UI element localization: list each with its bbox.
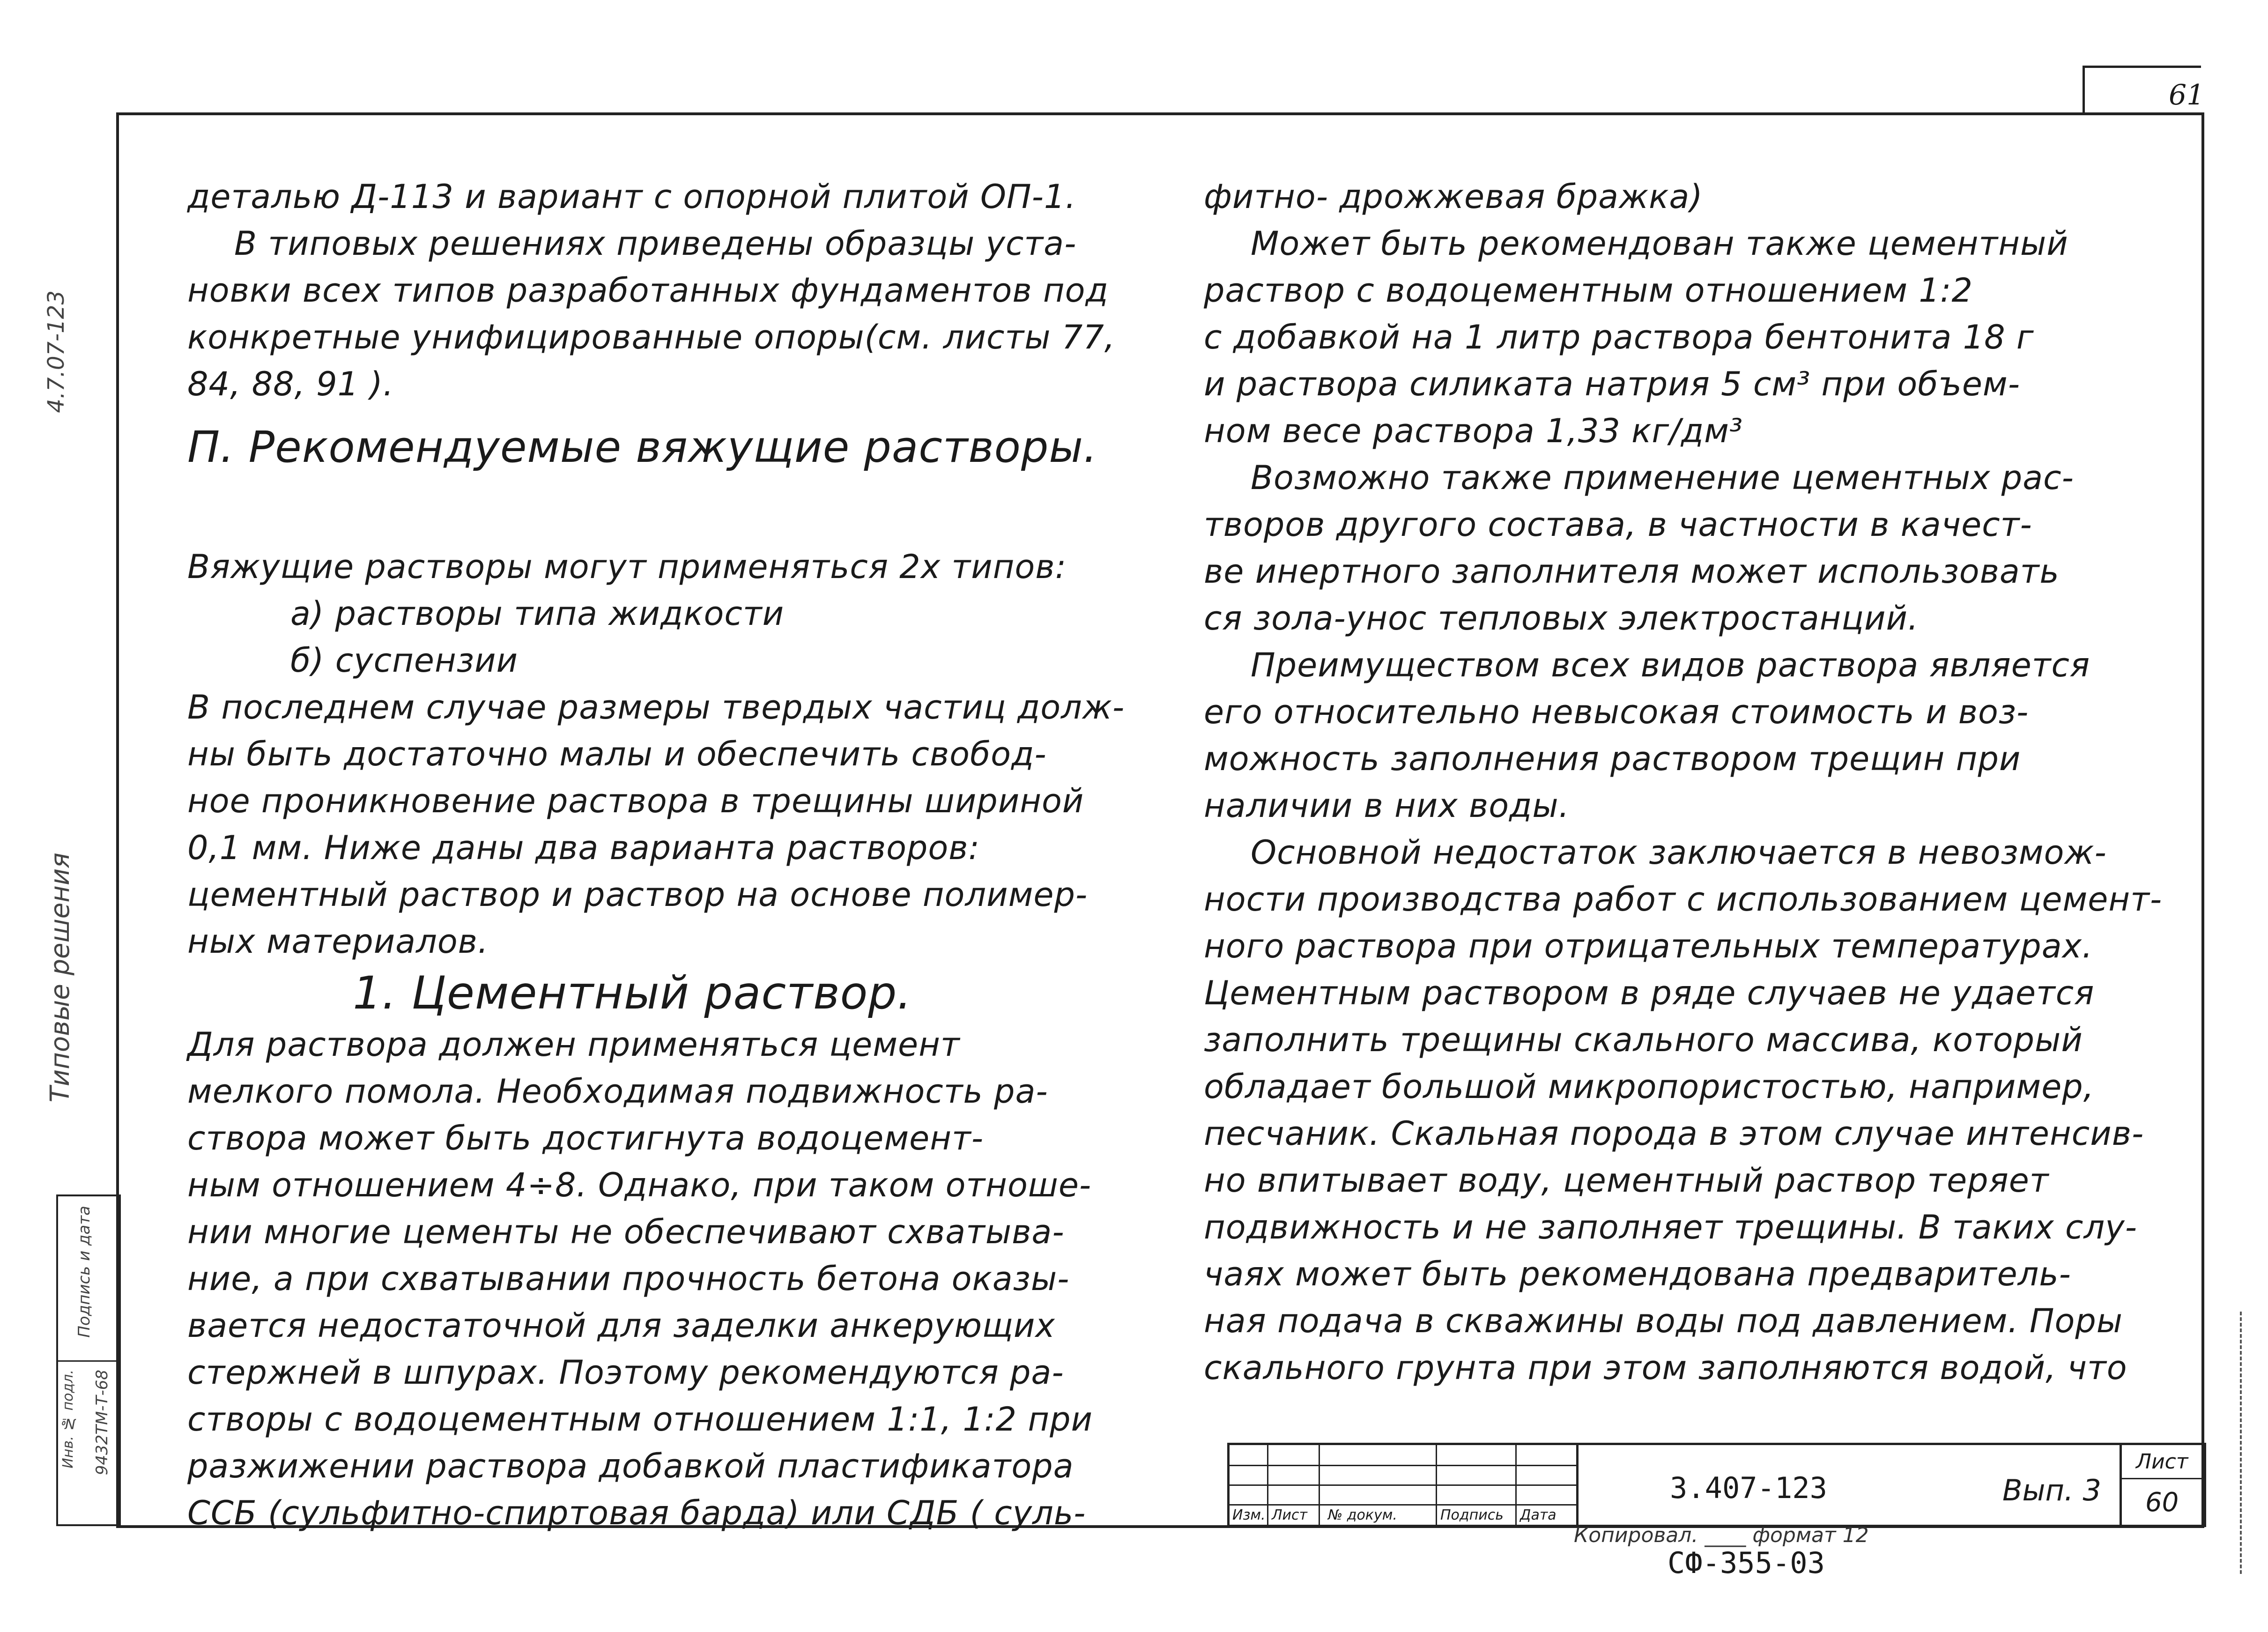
text-line: створа может быть достигнута водоцемент-	[187, 1119, 984, 1157]
text-line: цементный раствор и раствор на основе полимер-	[187, 875, 1088, 914]
copy-note: Копировал. ____ формат 12	[1574, 1523, 1869, 1547]
text-line: можность заполнения раствором трещин при	[1204, 740, 2021, 778]
sheet-label: Лист	[2136, 1450, 2188, 1474]
grid-line	[1230, 1465, 1576, 1466]
text-line: конкретные унифицированные опоры(см. листы 77,	[187, 318, 1116, 356]
text-line: ным отношением 4÷8. Однако, при таком отноше-	[187, 1166, 1092, 1204]
text-line: творов другого состава, в частности в качест-	[1204, 505, 2032, 544]
cut-line	[2240, 1312, 2242, 1574]
top-sheet-number: 61	[2169, 79, 2205, 111]
grid-line	[1267, 1445, 1268, 1525]
sheet-divider	[2122, 1478, 2206, 1479]
issue-number: Вып. 3	[2002, 1473, 2101, 1507]
text-line: 0,1 мм. Ниже даны два варианта растворов:	[187, 829, 980, 867]
text-line: ных материалов.	[187, 922, 489, 961]
text-line: деталью Д-113 и вариант с опорной плитой ОП-1.	[187, 178, 1076, 216]
list-item: б) суспензии	[290, 641, 518, 680]
title-block	[1227, 1443, 2206, 1527]
text-line: стержней в шпурах. Поэтому рекомендуются ра-	[187, 1353, 1064, 1392]
text-line: мелкого помола. Необходимая подвижность ра-	[187, 1072, 1048, 1111]
col-label-doc-number: № докум.	[1328, 1507, 1397, 1523]
text-line: ве инертного заполнителя может использовать	[1204, 552, 2060, 591]
text-line: заполнить трещины скального массива, который	[1204, 1021, 2083, 1059]
left-margin-mark-middle: Типовые решения	[45, 853, 75, 1103]
left-margin-mark-top: 4.7.07-123	[43, 290, 69, 413]
title-block-separator	[1576, 1445, 1579, 1525]
text-line: ССБ (сульфитно-спиртовая барда) или СДБ ( суль-	[187, 1494, 1086, 1532]
text-line: наличии в них воды.	[1204, 786, 1570, 825]
grid-line	[1230, 1504, 1576, 1506]
revision-grid	[1230, 1445, 1576, 1525]
sheet-number: 60	[2145, 1487, 2179, 1518]
left-stamp-inv-label: Инв. № подл.	[60, 1370, 76, 1469]
text-line: ности производства работ с использованием цемент-	[1204, 880, 2163, 919]
left-stamp-value: 9432ТМ-Т-68	[93, 1370, 111, 1476]
right-text-column	[1204, 173, 2163, 1391]
text-line: Преимуществом всех видов раствора является	[1251, 646, 2090, 684]
grid-line	[1436, 1445, 1437, 1525]
col-label-date: Дата	[1520, 1507, 1556, 1523]
text-line: 84, 88, 91 ).	[187, 365, 394, 403]
text-line: фитно- дрожжевая бражка)	[1204, 178, 1703, 216]
text-line: с добавкой на 1 литр раствора бентонита 18 г	[1204, 318, 2034, 356]
text-line: новки всех типов разработанных фундаментов под	[187, 271, 1109, 310]
text-line: ном весе раствора 1,33 кг/дм³	[1204, 412, 1743, 450]
section-heading: П. Рекомендуемые вяжущие растворы.	[187, 422, 1098, 472]
text-line: но впитывает воду, цементный раствор теряет	[1204, 1161, 2049, 1200]
text-line: ся зола-унос тепловых электростанций.	[1204, 599, 1919, 638]
text-line: ны быть достаточно малы и обеспечить свобод-	[187, 735, 1047, 773]
col-label-change: Изм.	[1232, 1507, 1266, 1523]
text-line: Цементным раствором в ряде случаев не удается	[1204, 974, 2095, 1012]
left-stamp-sign-label: Подпись и дата	[75, 1206, 94, 1338]
text-line: чаях может быть рекомендована предваритель-	[1204, 1255, 2071, 1293]
subsection-heading: 1. Цементный раствор.	[353, 967, 912, 1019]
text-line: разжижении раствора добавкой пластификатора	[187, 1447, 1074, 1485]
text-line: обладает большой микропористостью, например,	[1204, 1068, 2094, 1106]
text-line: Основной недостаток заключается в невозмож-	[1251, 833, 2107, 872]
text-line: В последнем случае размеры твердых частиц долж-	[187, 688, 1125, 727]
text-line: створы с водоцементным отношением 1:1, 1:2 при	[187, 1400, 1093, 1439]
text-line: ная подача в скважины воды под давлением. Поры	[1204, 1302, 2123, 1340]
text-line: Для раствора должен применяться цемент	[187, 1025, 960, 1064]
col-label-signature: Подпись	[1440, 1507, 1504, 1523]
text-line: ного раствора при отрицательных температурах.	[1204, 927, 2093, 965]
sheet-box	[2120, 1445, 2206, 1525]
text-line: Может быть рекомендован также цементный	[1251, 224, 2068, 263]
left-text-column	[187, 173, 1134, 1536]
left-stamp-divider	[58, 1360, 117, 1362]
text-line: нии многие цементы не обеспечивают схватыва-	[187, 1213, 1065, 1251]
text-line: вается недостаточной для заделки анкерующих	[187, 1306, 1055, 1345]
document-code: 3.407-123	[1670, 1471, 1827, 1505]
left-stamp-box	[56, 1194, 121, 1526]
grid-line	[1230, 1484, 1576, 1486]
text-line: его относительно невысокая стоимость и воз-	[1204, 693, 2029, 731]
text-line: Возможно также применение цементных рас-	[1251, 459, 2074, 497]
text-line: ние, а при схватывании прочность бетона оказы-	[187, 1260, 1070, 1298]
list-item: а) растворы типа жидкости	[290, 594, 785, 633]
grid-line	[1515, 1445, 1517, 1525]
text-line: и раствора силиката натрия 5 см³ при объем-	[1204, 365, 2020, 403]
text-line: В типовых решениях приведены образцы уста-	[234, 224, 1077, 263]
text-line: песчаник. Скальная порода в этом случае интенсив-	[1204, 1114, 2144, 1153]
text-line: скального грунта при этом заполняются водой, что	[1204, 1349, 2127, 1387]
text-line: Вяжущие растворы могут применяться 2х типов:	[187, 548, 1067, 586]
copy-code: СФ-355-03	[1668, 1546, 1825, 1580]
text-line: ное проникновение раствора в трещины шириной	[187, 782, 1084, 820]
text-line: раствор с водоцементным отношением 1:2	[1204, 271, 1973, 310]
grid-line	[1319, 1445, 1320, 1525]
text-line: подвижность и не заполняет трещины. В таких слу-	[1204, 1208, 2137, 1246]
col-label-sheet: Лист	[1272, 1507, 1308, 1523]
